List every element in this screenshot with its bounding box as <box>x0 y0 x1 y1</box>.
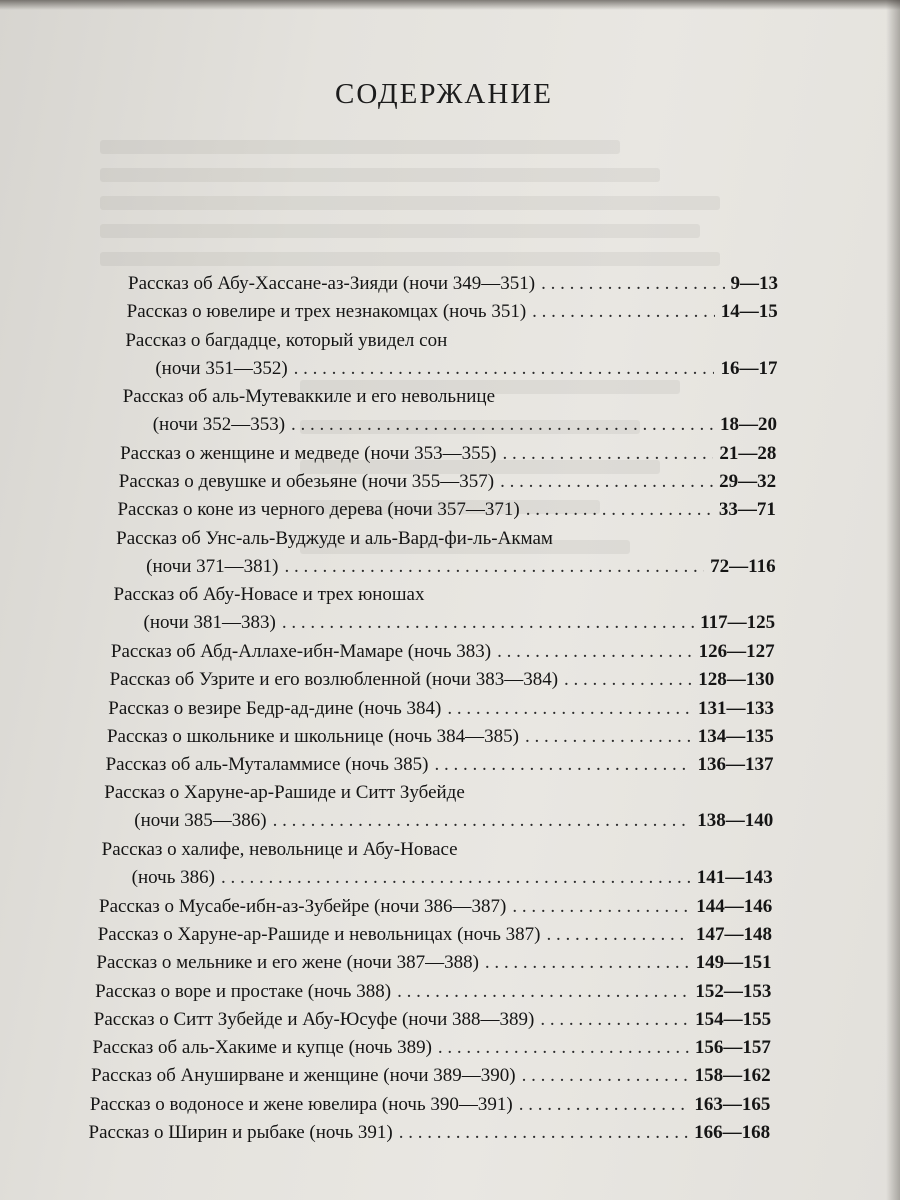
page-range: 134—135 <box>697 725 774 747</box>
toc-entry[interactable] <box>117 496 775 524</box>
entry-title: Рассказ о Харуне-ар-Рашиде и Ситт Зубейде <box>104 782 465 804</box>
entry-title: Рассказ о Харуне-ар-Рашиде и невольницах (ночь 387) <box>97 923 541 945</box>
entry-title: Рассказ о коне из черного дерева (ночи 357—371) <box>117 499 520 521</box>
toc-entry[interactable] <box>90 1091 771 1119</box>
toc-entry[interactable] <box>89 1119 771 1147</box>
leader-dots <box>485 949 690 977</box>
leader-dots <box>526 496 713 524</box>
page-range: 163—165 <box>694 1093 771 1115</box>
entry-title: Рассказ о Ситт Зубейде и Абу-Юсуфе (ночи 388—389) <box>93 1008 535 1030</box>
entry-title: Рассказ о ювелире и трех незнакомцах (ночь 351) <box>126 301 527 323</box>
leader-dots <box>294 355 715 383</box>
toc-entry[interactable] <box>107 723 774 751</box>
entry-nights: (ночи 371—381) <box>146 555 279 577</box>
entry-title: Рассказ о багдадце, который увидел сон <box>125 329 448 351</box>
page-range: 154—155 <box>695 1008 772 1030</box>
leader-dots <box>540 1006 689 1034</box>
page-range: 18—20 <box>719 414 777 436</box>
leader-dots <box>282 609 694 637</box>
toc-entry[interactable] <box>119 468 776 496</box>
leader-dots <box>497 638 692 666</box>
leader-dots <box>512 893 690 921</box>
page-range: 21—28 <box>719 442 777 464</box>
entry-title: Рассказ об аль-Муталаммисе (ночь 385) <box>105 754 429 776</box>
toc-entry[interactable] <box>120 440 776 468</box>
leader-dots <box>532 298 715 326</box>
entry-title: Рассказ об Узрите и его возлюбленной (ночи 383—384) <box>109 669 559 691</box>
leader-dots <box>502 440 713 468</box>
entry-title: Рассказ о Мусабе-ибн-аз-Зубейре (ночи 386—387) <box>99 895 507 917</box>
toc-entry[interactable] <box>111 638 775 666</box>
toc-entry[interactable] <box>128 270 778 298</box>
toc-entry[interactable] <box>123 383 777 439</box>
leader-dots <box>541 270 724 298</box>
leader-dots <box>564 666 692 694</box>
entry-title: Рассказ об Ануширване и женщине (ночи 389—390) <box>91 1065 516 1087</box>
page-range: 149—151 <box>695 952 772 974</box>
leader-dots <box>522 1062 689 1090</box>
page-range: 141—143 <box>696 867 773 888</box>
toc-entry[interactable] <box>91 1062 770 1090</box>
toc-entry[interactable] <box>94 1006 771 1034</box>
toc-entry[interactable] <box>125 327 777 383</box>
leader-dots <box>438 1034 689 1062</box>
leader-dots <box>447 695 692 723</box>
entry-title: Рассказ о Ширин и рыбаке (ночь 391) <box>88 1122 393 1143</box>
toc-entry[interactable] <box>106 751 774 779</box>
leader-dots <box>546 921 689 949</box>
page-range: 16—17 <box>720 357 778 379</box>
page-range: 136—137 <box>697 754 774 776</box>
leader-dots <box>519 1091 689 1119</box>
toc-entry[interactable] <box>102 836 773 892</box>
toc-entry[interactable] <box>95 978 771 1006</box>
entry-title: Рассказ об аль-Хакиме и купце (ночь 389) <box>92 1037 432 1059</box>
toc-entry[interactable] <box>114 581 776 637</box>
entry-nights: (ночи 385—386) <box>134 810 267 832</box>
leader-dots <box>284 553 704 581</box>
entry-title: Рассказ о везире Бедр-ад-дине (ночь 384) <box>108 697 442 719</box>
page-range: 147—148 <box>695 923 772 945</box>
page-range: 152—153 <box>695 980 772 1002</box>
page-range: 117—125 <box>700 612 776 634</box>
toc-entry[interactable] <box>104 779 773 835</box>
entry-nights: (ночи 381—383) <box>143 612 276 634</box>
leader-dots <box>399 1119 688 1147</box>
page-range: 144—146 <box>696 895 773 917</box>
entry-title: Рассказ о водоносе и жене ювелира (ночь 390—391) <box>89 1093 513 1115</box>
page-range: 156—157 <box>694 1037 771 1059</box>
entry-title: Рассказ о воре и простаке (ночь 388) <box>95 980 392 1002</box>
toc-entry[interactable] <box>127 298 778 326</box>
page-range: 138—140 <box>697 810 774 832</box>
entry-title: Рассказ о школьнике и школьнице (ночь 384—385) <box>106 725 519 747</box>
entry-title: Рассказ о халифе, невольнице и Абу-Новасе <box>101 839 458 860</box>
page-title: СОДЕРЖАНИЕ <box>335 78 553 110</box>
page-range: 29—32 <box>719 471 777 493</box>
entry-title: Рассказ о девушке и обезьяне (ночи 355—357) <box>118 471 495 493</box>
page-range: 158—162 <box>694 1065 771 1087</box>
toc-entry[interactable] <box>108 695 774 723</box>
page-range: 131—133 <box>698 697 775 719</box>
page-range: 166—168 <box>694 1122 771 1143</box>
page-range: 126—127 <box>698 640 775 662</box>
entry-nights: (ночи 351—352) <box>155 357 288 379</box>
toc-entry[interactable] <box>98 921 772 949</box>
entry-title: Рассказ об Абд-Аллахе-ибн-Мамаре (ночь 383) <box>110 640 492 662</box>
entry-title: Рассказ об Абу-Хассане-аз-Зияди (ночи 349—351) <box>128 273 536 294</box>
toc-entry[interactable] <box>116 525 775 581</box>
toc-entry[interactable] <box>99 893 772 921</box>
toc-entry[interactable] <box>92 1034 770 1062</box>
table-of-contents <box>0 270 900 1150</box>
leader-dots <box>273 807 692 835</box>
leader-dots <box>525 723 692 751</box>
toc-entry[interactable] <box>96 949 771 977</box>
page-range: 72—116 <box>710 555 776 577</box>
leader-dots <box>500 468 713 496</box>
leader-dots <box>434 751 691 779</box>
page-range: 33—71 <box>718 499 776 521</box>
page-range: 9—13 <box>730 273 778 294</box>
page-edge-shadow-top <box>0 0 900 10</box>
entry-title: Рассказ об Унс-аль-Вуджуде и аль-Вард-фи-ль-Акмам <box>116 527 553 549</box>
page-range: 14—15 <box>720 301 778 323</box>
leader-dots <box>221 864 691 892</box>
toc-entry[interactable] <box>110 666 775 694</box>
entry-nights: (ночь 386) <box>131 867 215 888</box>
entry-title: Рассказ о женщине и медведе (ночи 353—355) <box>120 442 497 464</box>
entry-title: Рассказ об аль-Мутеваккиле и его невольнице <box>122 386 496 408</box>
entry-nights: (ночи 352—353) <box>152 414 286 436</box>
entry-title: Рассказ о мельнике и его жене (ночи 387—388) <box>96 952 479 974</box>
entry-title: Рассказ об Абу-Новасе и трех юношах <box>113 584 425 606</box>
page-edge-shadow-right <box>886 0 900 1200</box>
leader-dots <box>397 978 689 1006</box>
leader-dots <box>291 411 714 439</box>
page-range: 128—130 <box>698 669 775 691</box>
